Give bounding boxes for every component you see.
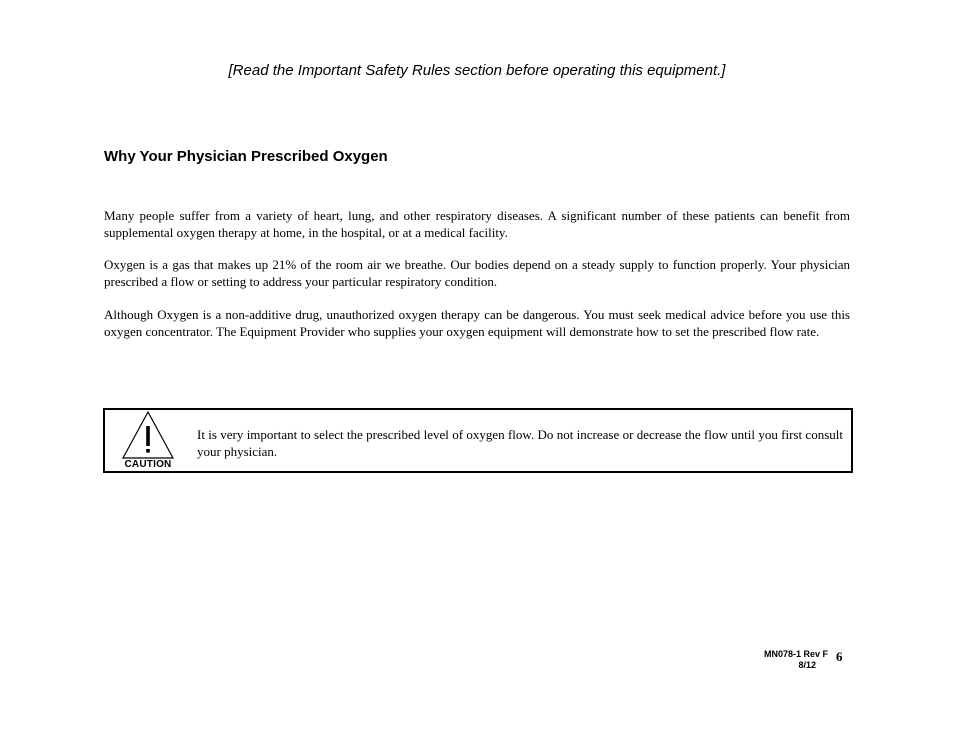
paragraph-medical-advice: Although Oxygen is a non-additive drug, unauthorized oxygen therapy can be dangerous. You must seek medical advice before you use this oxygen concentrator. The Equipment Provider who supplies your oxygen equipment will demonstrate how to set the prescribed flow rate. [104, 307, 850, 339]
caution-text: It is very important to select the prescribed level of oxygen flow. Do not increase or decrease the flow until you first consult your physician. [197, 427, 843, 459]
document-id: MN078-1 Rev F [763, 649, 828, 659]
caution-label: CAUTION [124, 459, 172, 470]
paragraph-intro: Many people suffer from a variety of heart, lung, and other respiratory diseases. A significant number of these patients can benefit from supplemental oxygen therapy at home, in the hospital, or at a medical facility. [104, 208, 850, 240]
revision-date: 8/12 [798, 660, 816, 670]
caution-box [103, 408, 853, 473]
paragraph-oxygen-gas: Oxygen is a gas that makes up 21% of the room air we breathe. Our bodies depend on a steady supply to function properly. Your physician prescribed a flow or setting to address your particular respiratory condition. [104, 257, 850, 289]
section-title: Why Your Physician Prescribed Oxygen [104, 148, 388, 165]
footer-document-info [740, 649, 828, 671]
safety-notice: [Read the Important Safety Rules section before operating this equipment.] [228, 62, 726, 79]
page-number: 6 [836, 649, 843, 664]
